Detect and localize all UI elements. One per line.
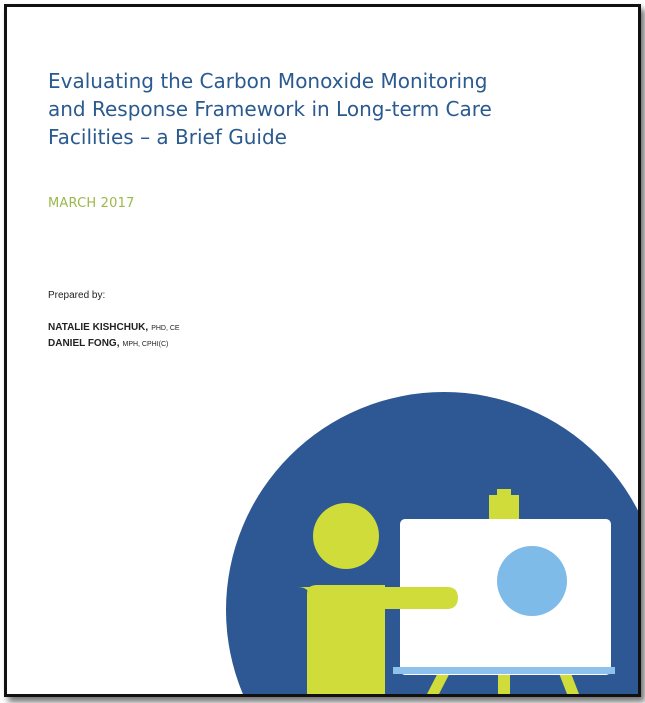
title-line-2: and Response Framework in Long-term Care xyxy=(48,97,492,121)
presenter-illustration xyxy=(7,7,638,694)
prepared-by-label: Prepared by: xyxy=(48,290,106,301)
title-line-1: Evaluating the Carbon Monoxide Monitoring xyxy=(48,69,488,93)
whiteboard-rail xyxy=(393,667,615,674)
document-cover xyxy=(4,4,641,697)
presenter-torso xyxy=(307,585,385,694)
author-2-name: DANIEL FONG, xyxy=(48,338,120,349)
easel-clip xyxy=(489,495,519,521)
author-2-credentials: MPH, CPHI(C) xyxy=(122,341,169,348)
author-1-credentials: PHD, CE xyxy=(151,325,180,332)
publication-date: MARCH 2017 xyxy=(48,196,135,211)
whiteboard-dot xyxy=(497,546,567,616)
easel-clip-top xyxy=(497,489,511,497)
author-1-name: NATALIE KISHCHUK, xyxy=(48,322,149,333)
presenter-head xyxy=(313,503,379,569)
title-line-3: Facilities – a Brief Guide xyxy=(48,125,287,149)
